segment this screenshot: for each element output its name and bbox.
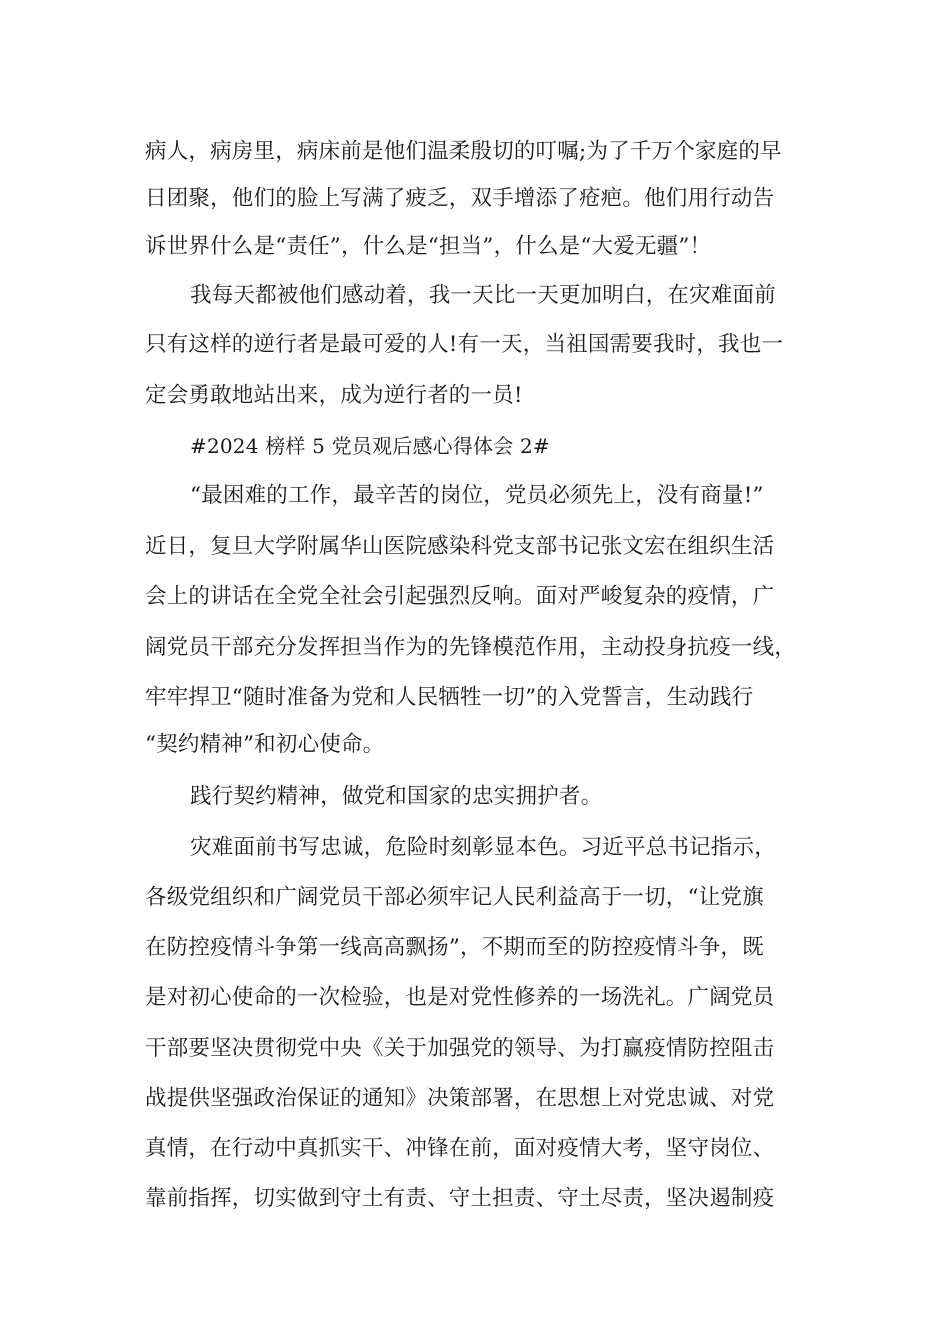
text-line-16: 各级党组织和广阔党员干部必须牢记人民利益高于一切，“让党旗 — [145, 885, 764, 910]
section-heading: #2024 榜样 5 党员观后感心得体会 2# — [190, 434, 550, 458]
text-line-19: 干部要坚决贯彻党中央《关于加强党的领导、为打赢疫情防控阻击 — [145, 1036, 775, 1061]
text-line-10: 会上的讲话在全党全社会引起强烈反响。面对严峻复杂的疫情，广 — [145, 584, 775, 609]
text-line-21: 真情，在行动中真抓实干、冲锋在前，面对疫情大考，坚守岗位、 — [145, 1136, 775, 1161]
text-line-17: 在防控疫情斗争第一线高高飘扬”，不期而至的防控疫情斗争，既 — [145, 935, 764, 960]
text-line-12: 牢牢捍卫“随时准备为党和人民牺牲一切”的入党誓言，生动践行 — [145, 685, 754, 710]
text-line-20: 战提供坚强政治保证的通知》决策部署，在思想上对党忠诚、对党 — [145, 1086, 775, 1111]
text-line-9: 近日，复旦大学附属华山医院感染科党支部书记张文宏在组织生活 — [145, 534, 775, 559]
text-line-22: 靠前指挥，切实做到守土有责、守土担责、守土尽责，坚决遏制疫 — [145, 1186, 775, 1211]
text-line-5: 只有这样的逆行者是最可爱的人!有一天，当祖国需要我时，我也一 — [145, 332, 784, 357]
text-line-13: “契约精神”和初心使命。 — [145, 732, 385, 757]
subheading-line: 践行契约精神，做党和国家的忠实拥护者。 — [190, 784, 603, 809]
text-line-3: 诉世界什么是“责任”，什么是“担当”，什么是“大爱无疆”！ — [145, 234, 712, 259]
text-line-6: 定会勇敢地站出来，成为逆行者的一员! — [145, 383, 523, 408]
paragraph-start-line: 我每天都被他们感动着，我一天比一天更加明白，在灾难面前 — [190, 283, 776, 308]
text-line-18: 是对初心使命的一次检验，也是对党性修养的一场洗礼。广阔党员 — [145, 985, 775, 1010]
paragraph-start-line-2: 灾难面前书写忠诚，危险时刻彰显本色。习近平总书记指示， — [190, 835, 776, 860]
quote-line: “最困难的工作，最辛苦的岗位，党员必须先上，没有商量!” — [190, 483, 764, 508]
text-line-2: 日团聚，他们的脸上写满了疲乏，双手增添了疮疤。他们用行动告 — [145, 186, 775, 211]
text-line-11: 阔党员干部充分发挥担当作为的先锋模范作用，主动投身抗疫一线， — [145, 635, 797, 660]
text-line-1: 病人，病房里，病床前是他们温柔殷切的叮嘱;为了千万个家庭的早 — [145, 139, 782, 164]
